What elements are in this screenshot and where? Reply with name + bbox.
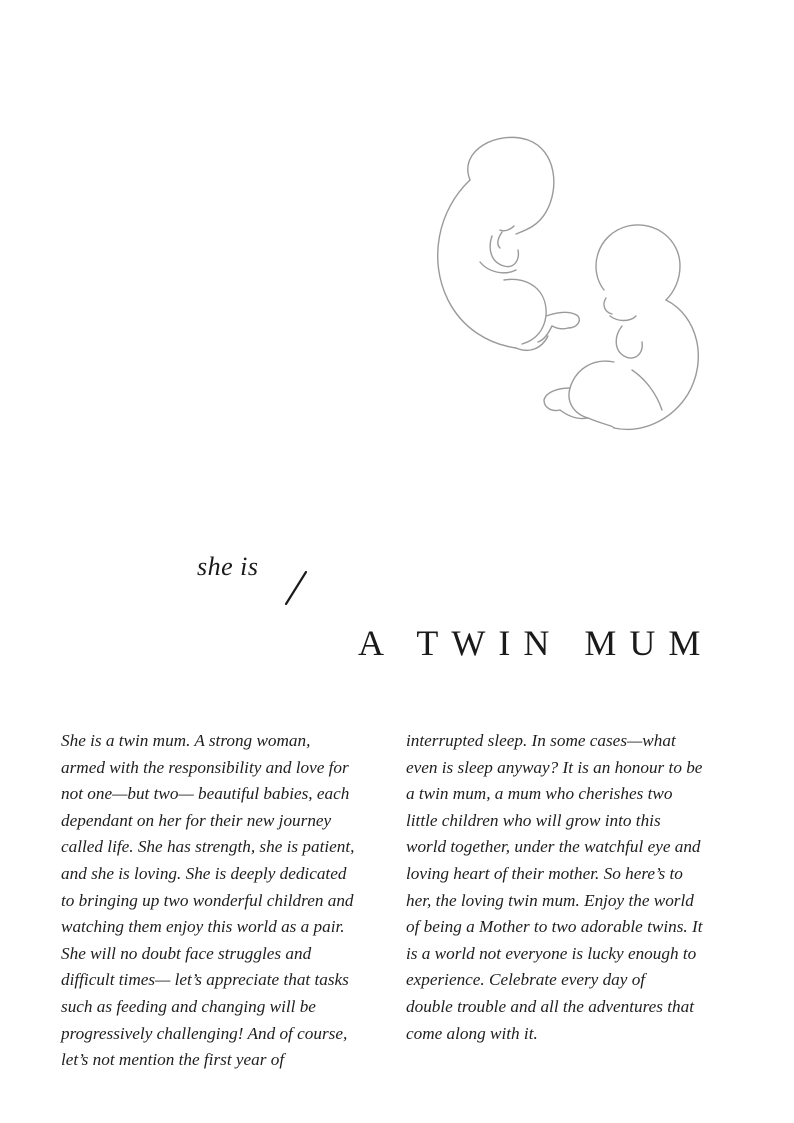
body-line: and she is loving. She is deeply dedicated (61, 863, 347, 883)
body-line: to bringing up two wonderful children and (61, 890, 354, 910)
body-line: She is a twin mum. A strong woman, (61, 731, 311, 750)
body-line: armed with the responsibility and love for (61, 757, 349, 777)
body-line: such as feeding and changing will be (61, 996, 316, 1016)
body-line: come along with it. (406, 1023, 538, 1043)
body-line: She will no doubt face struggles and (61, 943, 312, 963)
body-line: dependant on her for their new journey (61, 810, 332, 830)
baby-one-drawing (438, 137, 580, 350)
baby-two-drawing (544, 225, 698, 429)
body-line: little children who will grow into this (406, 810, 661, 830)
body-line: loving heart of their mother. So here’s to (406, 863, 683, 883)
body-line: double trouble and all the adventures that (406, 996, 695, 1016)
body-line: even is sleep anyway? It is an honour to be (406, 757, 703, 777)
body-line: is a world not everyone is lucky enough to (406, 943, 697, 963)
body-line: experience. Celebrate every day of (406, 970, 646, 990)
body-line: progressively challenging! And of course, (61, 1023, 348, 1043)
body-line: world together, under the watchful eye and (406, 837, 701, 857)
body-line: her, the loving twin mum. Enjoy the world (406, 890, 694, 910)
body-line: not one—but two— beautiful babies, each (61, 784, 350, 804)
twin-babies-illustration (418, 130, 738, 450)
body-column-right (406, 728, 741, 1047)
body-line: a twin mum, a mum who cherishes two (406, 784, 673, 804)
body-line: watching them enjoy this world as a pair. (61, 917, 345, 937)
body-line: called life. She has strength, she is patient, (61, 837, 355, 857)
kicker-text: she is (197, 552, 259, 581)
body-line: let’s not mention the first year of (61, 1050, 285, 1070)
body-column-left (61, 728, 396, 1074)
body-line: of being a Mother to two adorable twins. It (406, 917, 703, 937)
slash-divider-icon (280, 570, 310, 606)
page-title: A TWIN MUM (358, 623, 714, 663)
body-line: interrupted sleep. In some cases—what (406, 731, 676, 750)
body-line: difficult times— let’s appreciate that tasks (61, 970, 349, 990)
